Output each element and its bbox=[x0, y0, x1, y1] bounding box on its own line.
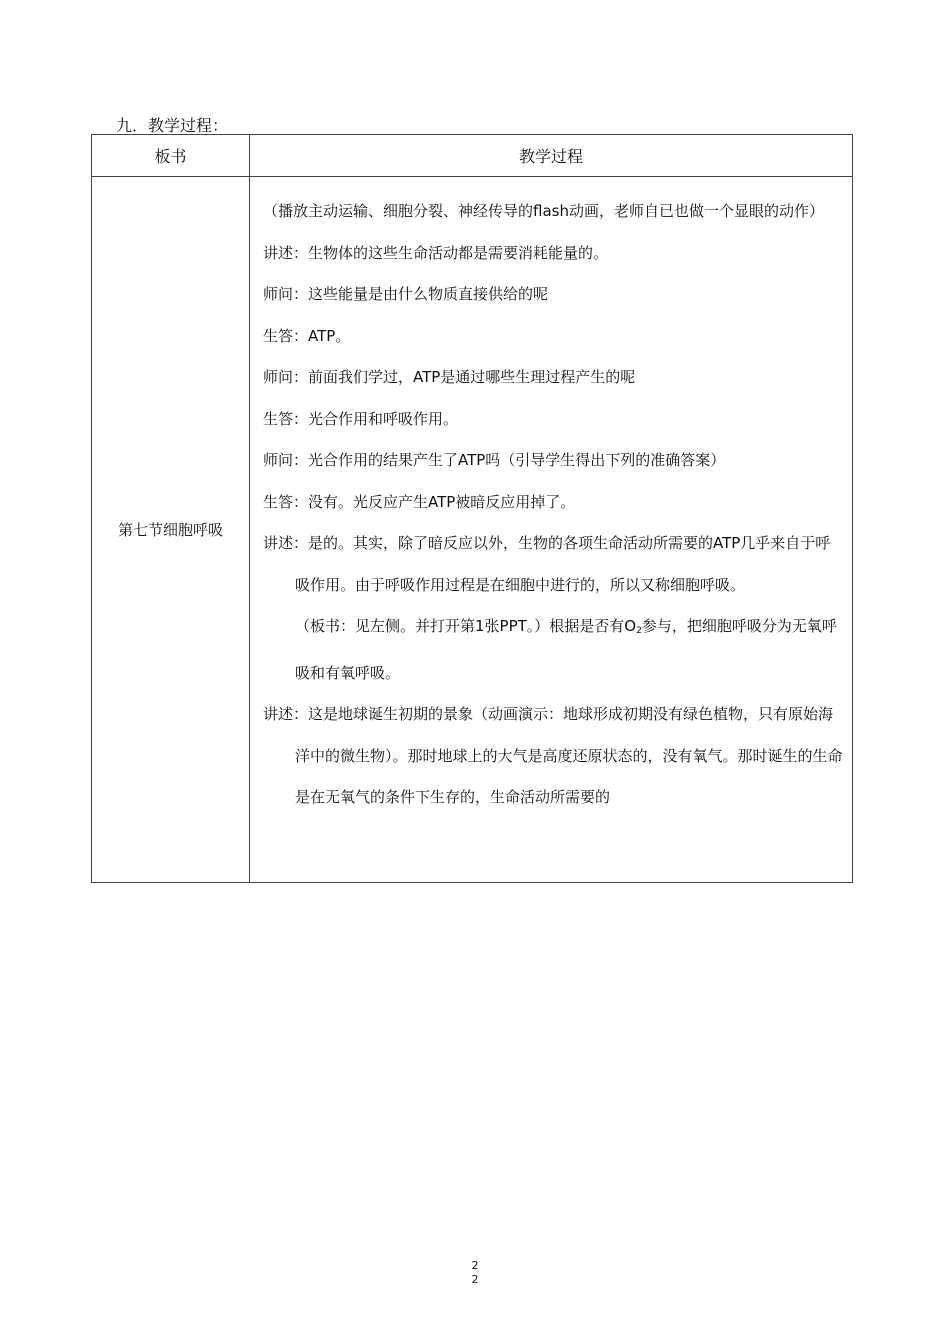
process-line: 生答：没有。光反应产生ATP被暗反应用掉了。 bbox=[263, 492, 576, 511]
process-line: 师问：光合作用的结果产生了ATP吗（引导学生得出下列的准确答案） bbox=[263, 451, 726, 469]
teaching-process-table bbox=[91, 134, 853, 883]
process-line: （播放主动运输、细胞分裂、神经传导的flash动画，老师自已也做一个显眼的动作） bbox=[263, 202, 824, 220]
page-number: 2 bbox=[471, 1273, 479, 1286]
process-line: 讲述：这是地球诞生初期的景象（动画演示：地球形成初期没有绿色植物，只有原始海洋中的微生物）。那时地球上的大气是高度还原状态的，没有氧气。那时诞生的生命是在无氧气的条件下生存的，生命活动所需要的 bbox=[263, 705, 843, 806]
board-text: 第七节细胞呼吸 bbox=[92, 177, 250, 883]
process-line: 师问：这些能量是由什么物质直接供给的呢 bbox=[263, 285, 549, 303]
process-line: 生答：ATP。 bbox=[263, 326, 351, 345]
process-line: 讲述：生物体的这些生命活动都是需要消耗能量的。 bbox=[263, 243, 609, 262]
oxygen-subscript: 2 bbox=[636, 626, 642, 636]
table-header-row bbox=[92, 135, 853, 177]
header-board: 板书 bbox=[92, 135, 250, 177]
process-line: 生答：光合作用和呼吸作用。 bbox=[263, 409, 459, 428]
section-heading: 九．教学过程： bbox=[116, 116, 229, 135]
process-line: 师问：前面我们学过，ATP是通过哪些生理过程产生的呢 bbox=[263, 368, 636, 386]
header-process: 教学过程 bbox=[250, 135, 853, 177]
process-line-board-note bbox=[263, 606, 844, 694]
table-row bbox=[92, 177, 853, 883]
board-note-text: （板书：见左侧。并打开第1张PPT。）根据是否有O bbox=[295, 617, 637, 635]
process-cell bbox=[250, 177, 853, 883]
process-line: 讲述：是的。其实，除了暗反应以外，生物的各项生命活动所需要的ATP几乎来自于呼吸作用。由于呼吸作用过程是在细胞中进行的，所以又称细胞呼吸。 bbox=[263, 534, 831, 594]
page-number: 2 bbox=[471, 1259, 479, 1272]
board-note-text-end: 参与，把细胞呼吸分为无氧呼吸和有氧呼吸。 bbox=[295, 617, 837, 682]
